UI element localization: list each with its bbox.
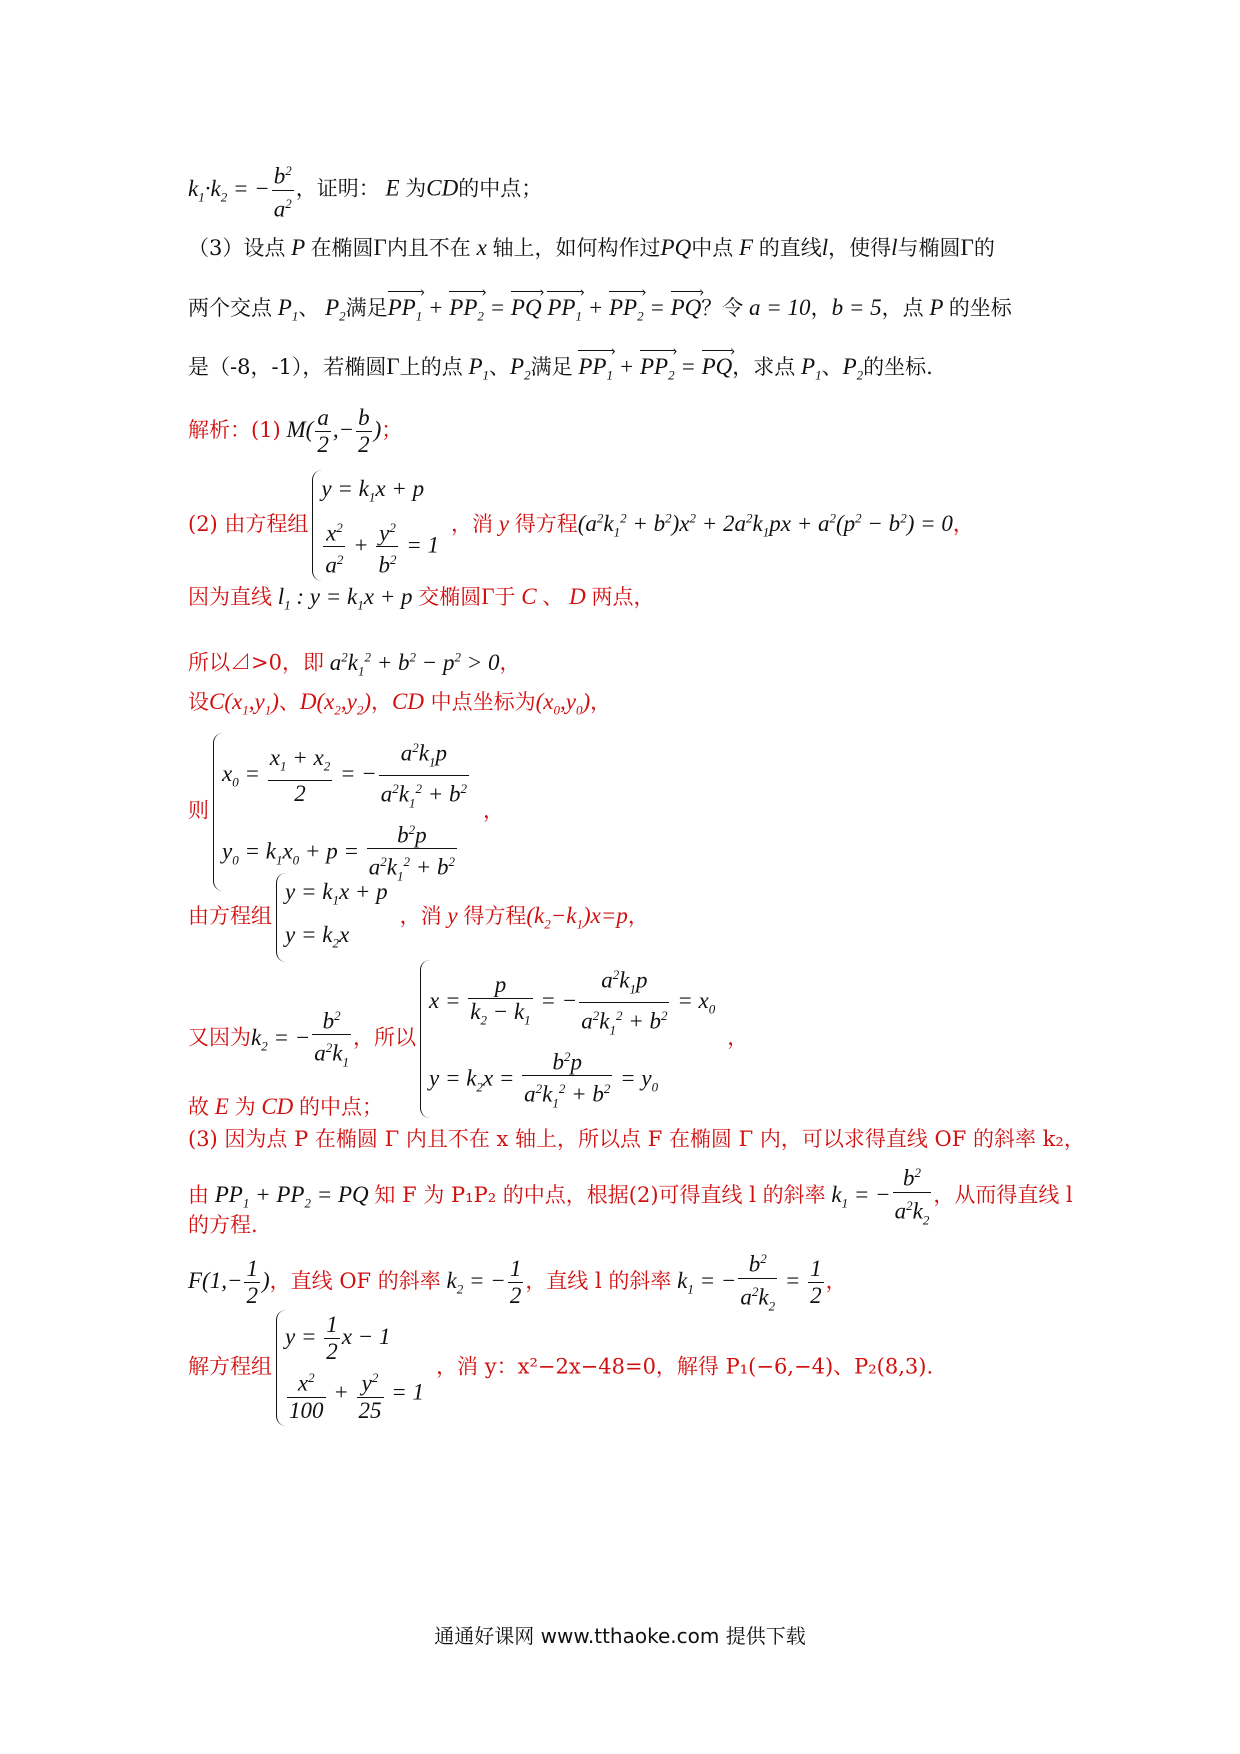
solution-line-10: (3) 因为点 P 在椭圆 Γ 内且不在 x 轴上，所以点 F 在椭圆 Γ 内，可以求得直线 OF 的斜率 k₂， bbox=[188, 1127, 1085, 1151]
solution-line-9: 故 E 为 CD 的中点； bbox=[188, 1094, 384, 1119]
problem-line-2: （3）设点 P 在椭圆Γ内且不在 x 轴上，如何构作过PQ中点 F 的直线l，使得l与椭圆Γ的 bbox=[188, 235, 995, 260]
solution-line-14: 解方程组 y = $\frac{1}{2}$ x − 1 $\frac{x^2}{100}$ + $\frac{y^2}{25}$ = 1 ，消 y：x²−2x−48=0，解得 P₁(−6,−4)、P₂(8,3). bbox=[188, 1310, 933, 1426]
solution-line-13: F(1,− $\frac{1}{2}$ )，直线 OF 的斜率 $k_2$ = − $\frac{1}{2}$ ，直线 l 的斜率 $k_1$ = − $\frac{b^2}{a^2k_2}$ = $\frac{1}{2}$ ， bbox=[188, 1246, 847, 1319]
solution-part-2-system: (2) 由方程组 $y = k_1x + p$ $\frac{x^2}{a^2}$ + $\frac{y^2}{b^2}$ = 1 ，消 y 得方程$(a^2k_1^2 + b^2)x^2 + 2a^2k_1px + a^2(p^2 - b^2) = 0$， bbox=[188, 470, 974, 581]
solution-line-8: 又因为$k_2$ = − $\frac{b^2}{a^2k_1}$ ，所以 x = $\frac{p}{k_2 - k_1}$ = − $\frac{a^2k_1p}{a^2k_1^2 + b^2}$ = $x_0$ $y = k_2x$ = $\frac{b^2p}{a^2k_1^2 + b^2}$ = $y_0$ ， bbox=[188, 960, 748, 1118]
problem-line-4: 是（-8，-1），若椭圆Γ上的点 $P_1$、$P_2$满足 › $PP_1$ + › $PP_2$ = › PQ，求点 $P_1$、$P_2$的坐标. bbox=[188, 352, 933, 391]
solution-part-1: 解析：(1) M( $\frac{a}{2}$ ,− $\frac{b}{2}$ )； bbox=[188, 405, 403, 457]
solution-line-4: 所以⊿>0，即 $a^2k_1^2 + b^2 - p^2 > 0$， bbox=[188, 649, 521, 679]
solution-line-12: 的方程. bbox=[188, 1213, 258, 1237]
solution-line-7: 由方程组 $y = k_1x + p$ $y = k_2x$ ，消 y 得方程$(k_2-k_1)x=p$， bbox=[188, 873, 649, 962]
solution-line-3: 因为直线 $l_1$ : $y = k_1x + p$ 交椭圆Γ于 C 、 D 两点， bbox=[188, 584, 655, 613]
problem-line-1: $k_1\cdot k_2$ = − $\frac{b^2}{a^2}$ ，证明： E 为CD的中点； bbox=[188, 158, 542, 222]
solution-line-5: 设$C(x_1,y_1)$、$D(x_2,y_2)$，CD 中点坐标为$(x_0,y_0)$， bbox=[188, 689, 612, 718]
solution-line-11: 由 $PP_1 + PP_2$ = PQ 知 F 为 P₁P₂ 的中点，根据(2)可得直线 l 的斜率 $k_1$ = − $\frac{b^2}{a^2k_2}$ ，从而得直线 l bbox=[188, 1160, 1073, 1233]
solution-midpoint-system: 则 $x_0$ = $\frac{x_1 + x_2}{2}$ = − $\frac{a^2k_1p}{a^2k_1^2 + b^2}$ $y_0 = k_1x_0 + p$ = $\frac{b^2p}{a^2k_1^2 + b^2}$ ， bbox=[188, 733, 504, 891]
page-footer: 通通好课网 www.tthaoke.com 提供下载 bbox=[434, 1624, 806, 1648]
problem-line-3: 两个交点 $P_1$、 $P_2$满足› $PP_1$ + › $PP_2$ = › PQ › $PP_1$ + › $PP_2$ = › PQ？令 a = 10，b = 5，点 P 的坐标 bbox=[188, 293, 1012, 332]
